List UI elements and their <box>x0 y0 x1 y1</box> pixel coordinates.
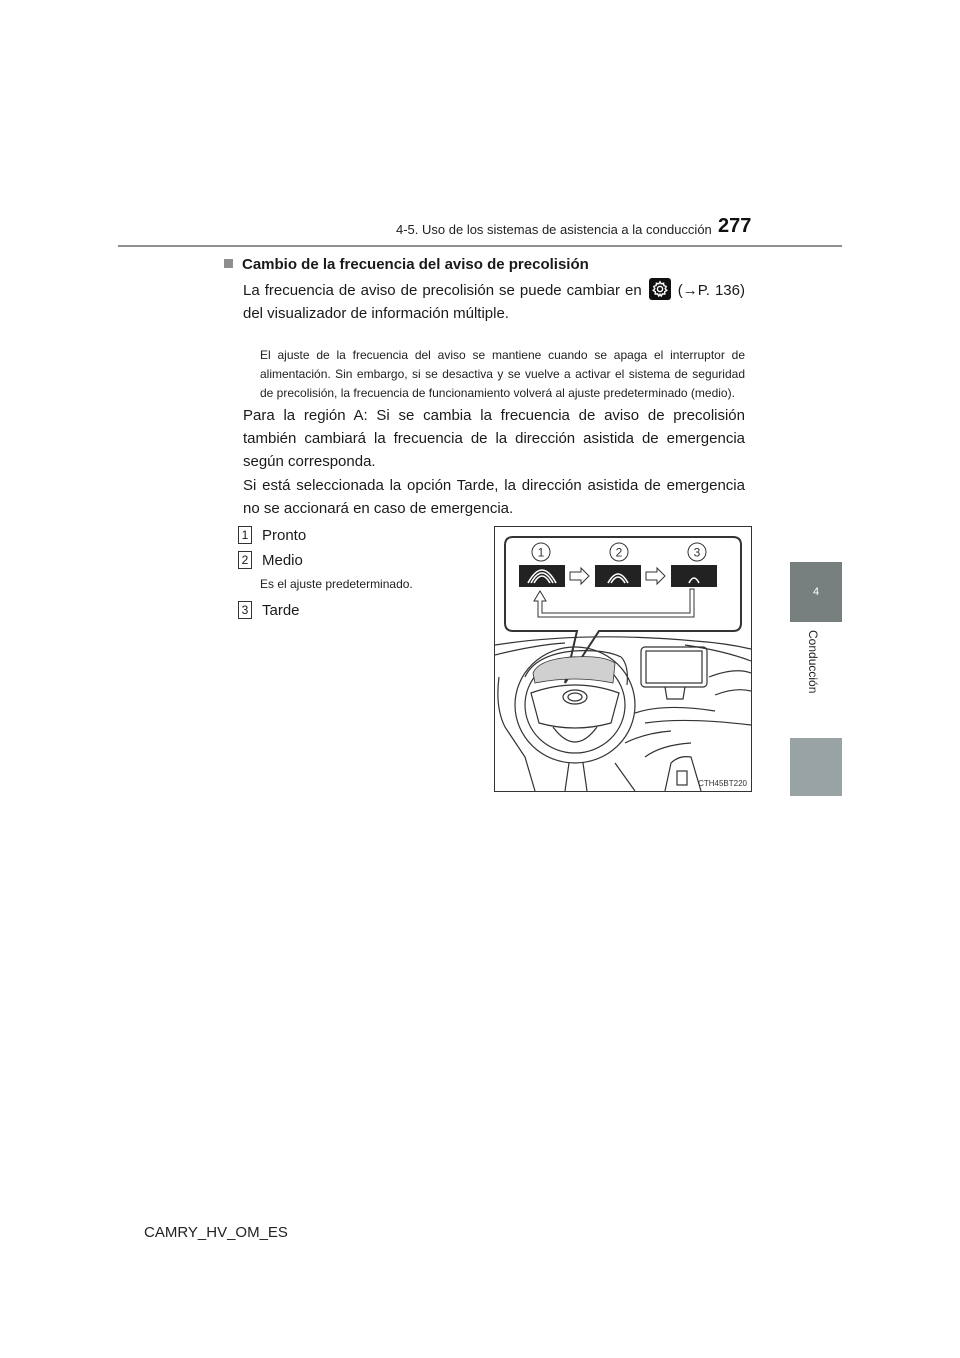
figure-code: CTH45BT220 <box>698 779 747 788</box>
option-number-box: 1 <box>238 526 252 544</box>
dashboard-drawing <box>495 527 751 791</box>
paragraph-2: Para la región A: Si se cambia la frecuencia de aviso de precolisión también cambiará la frecuencia de la dirección asistida de emergencia según corresponda. <box>243 407 745 470</box>
display-medium <box>595 565 641 587</box>
square-bullet-icon <box>224 259 233 268</box>
settings-gear-icon <box>649 278 671 300</box>
option-item <box>238 526 306 544</box>
heading-text: Cambio de la frecuencia del aviso de precolisión <box>242 256 589 273</box>
page-number: 277 <box>718 215 752 237</box>
dashboard-illustration <box>494 526 752 792</box>
callout-3-label: 3 <box>693 545 701 560</box>
section-heading <box>224 256 589 273</box>
option-item <box>238 601 300 619</box>
note-1: El ajuste de la frecuencia del aviso se mantiene cuando se apaga el interruptor de alimentación. Sin embargo, si se desactiva y se vuelve a activar el sistema de seguridad de precolisión, la frecuencia de funcionamiento volverá al ajuste predeterminado (medio). <box>260 348 745 400</box>
chapter-number: 4 <box>812 586 820 598</box>
option-note: Es el ajuste predeterminado. <box>260 577 413 591</box>
display-late <box>671 565 717 587</box>
header-divider <box>118 245 842 247</box>
dashboard-lines <box>495 637 751 791</box>
chapter-tab-bar <box>790 738 842 796</box>
chapter-tab <box>790 562 842 622</box>
option-item <box>238 551 303 569</box>
option-label: Medio <box>262 552 303 569</box>
option-number-box: 3 <box>238 601 252 619</box>
paragraph-1-after: (→P. 136) del visualizador de información múltiple. <box>243 282 745 322</box>
chapter-label: Conducción <box>806 630 820 694</box>
option-label: Pronto <box>262 527 307 544</box>
document-code: CAMRY_HV_OM_ES <box>144 1224 288 1241</box>
option-label: Tarde <box>262 602 300 619</box>
chapter-label-box <box>790 622 842 738</box>
option-number-box: 2 <box>238 551 252 569</box>
paragraph-1 <box>243 278 745 325</box>
paragraph-1-before: La frecuencia de aviso de precolisión se puede cambiar en <box>243 282 642 299</box>
callout-2-label: 2 <box>615 545 623 560</box>
callout-1-label: 1 <box>537 545 545 560</box>
section-title: 4-5. Uso de los sistemas de asistencia a la conducción <box>396 222 712 237</box>
cluster-display <box>533 657 615 683</box>
paragraph-3: Si está seleccionada la opción Tarde, la dirección asistida de emergencia no se accionará en caso de emergencia. <box>243 477 745 517</box>
